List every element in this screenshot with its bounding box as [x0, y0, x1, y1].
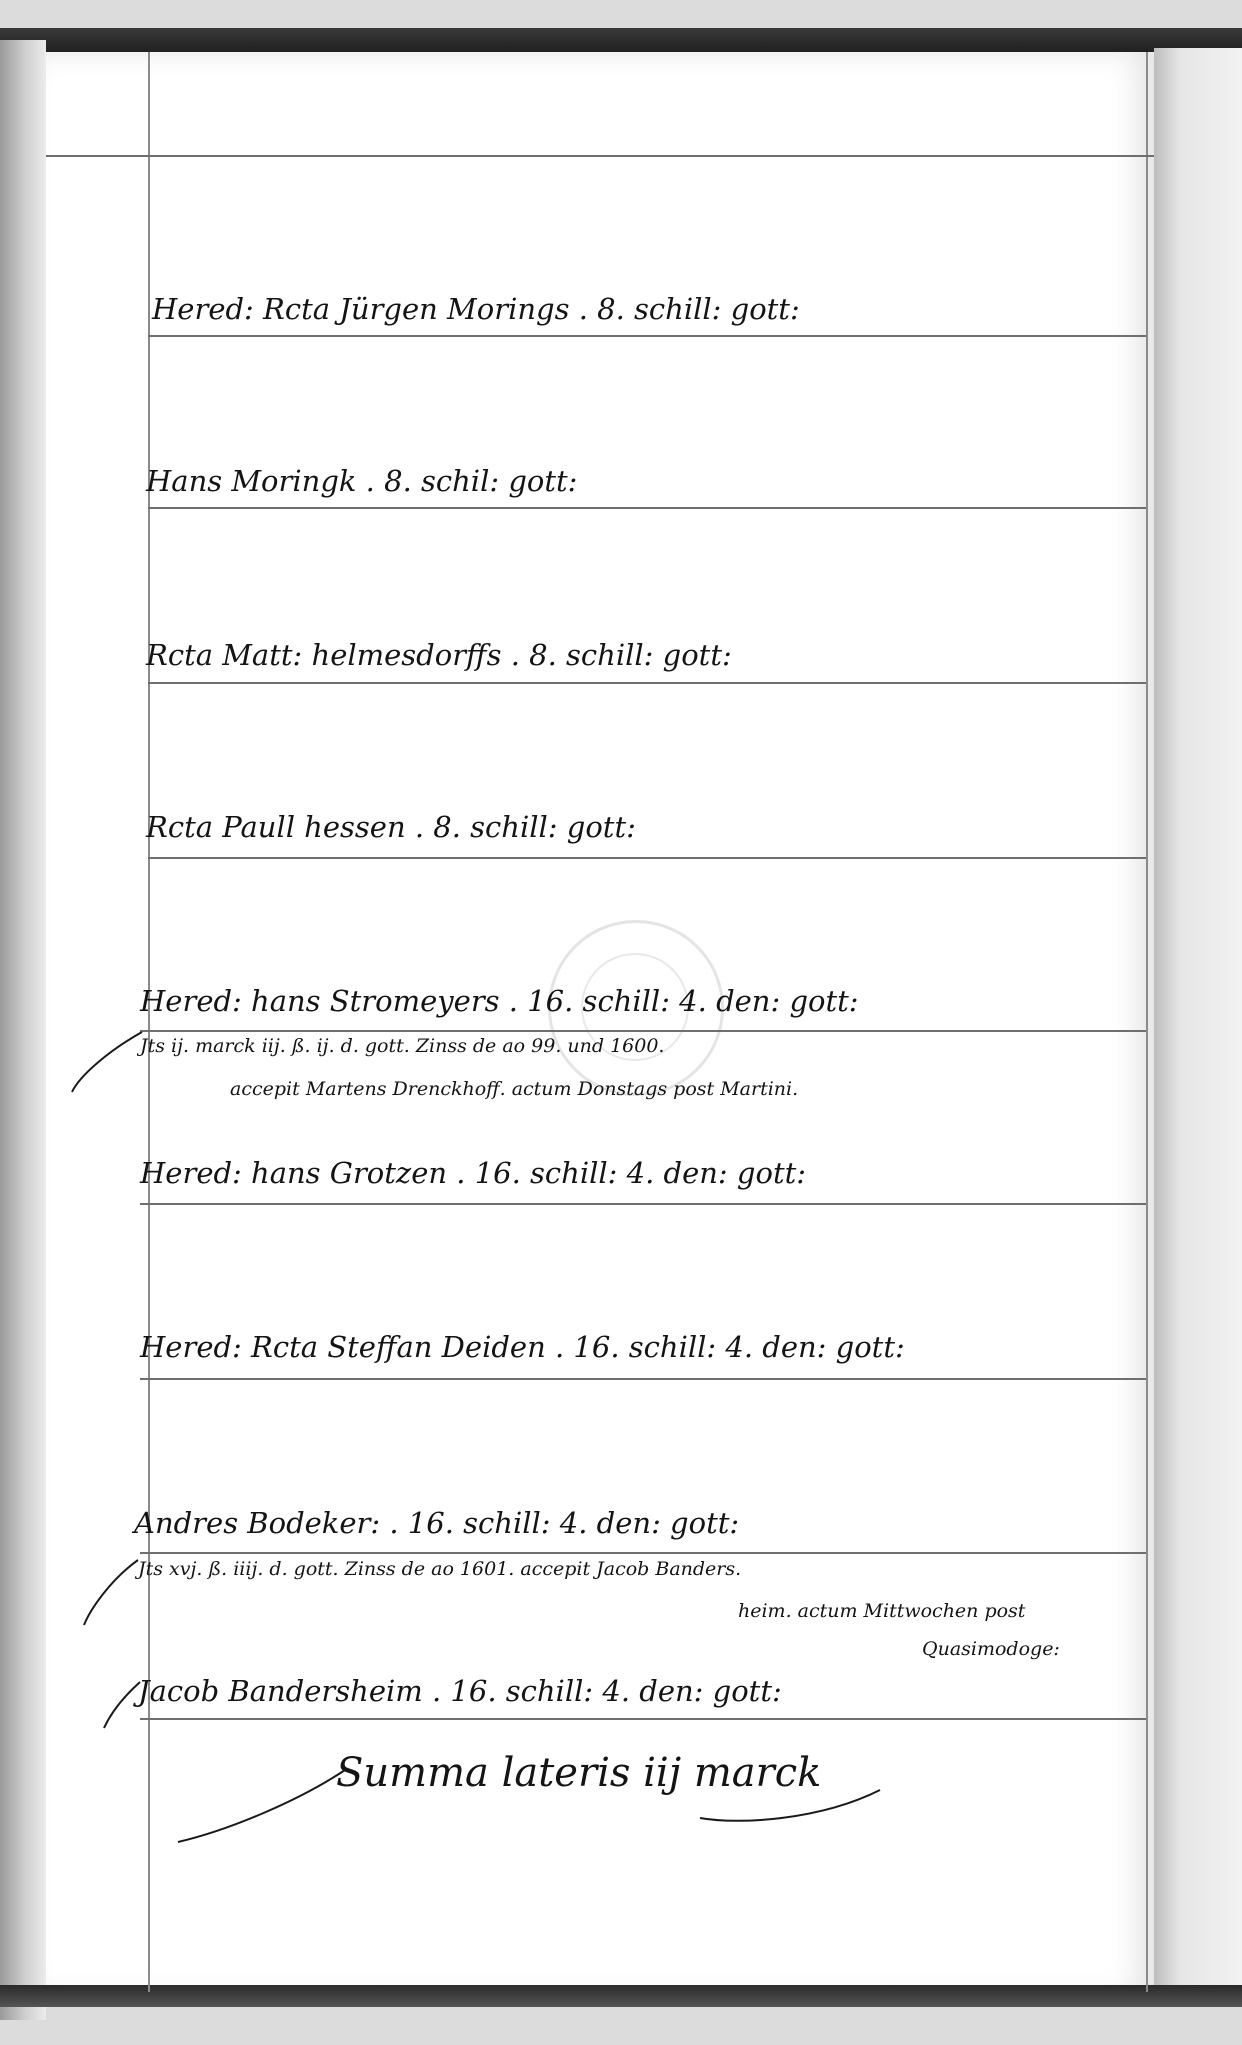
- page-total: Summa lateris iij marck: [336, 1750, 822, 1796]
- receipt-note: heim. actum Mittwochen post: [738, 1600, 1026, 1622]
- ledger-entry: Hered: Rcta Steffan Deiden . 16. schill: 4. den: gott:: [140, 1330, 905, 1364]
- receipt-note: accepit Martens Drenckhoff. actum Donstags post Martini.: [230, 1078, 799, 1100]
- ledger-entry: Andres Bodeker: . 16. schill: 4. den: gott:: [134, 1506, 740, 1540]
- receipt-note: Jts xvj. ß. iiij. d. gott. Zinss de ao 1601. accepit Jacob Banders.: [138, 1558, 742, 1580]
- receipt-note: Jts ij. marck iij. ß. ij. d. gott. Zinss de ao 99. und 1600.: [140, 1035, 665, 1057]
- ledger-entry: Rcta Paull hessen . 8. schill: gott:: [146, 810, 636, 844]
- receipt-note: Quasimodoge:: [922, 1638, 1060, 1660]
- ledger-entry: Hans Moringk . 8. schil: gott:: [146, 464, 578, 498]
- ledger-entry: Jacob Bandersheim . 16. schill: 4. den: gott:: [138, 1674, 782, 1708]
- ledger-entry: Hered: Rcta Jürgen Morings . 8. schill: gott:: [152, 292, 800, 326]
- ledger-entry: Rcta Matt: helmesdorffs . 8. schill: gott:: [146, 638, 732, 672]
- ledger-entry: Hered: hans Stromeyers . 16. schill: 4. den: gott:: [140, 984, 859, 1018]
- ledger-entry: Hered: hans Grotzen . 16. schill: 4. den: gott:: [140, 1156, 807, 1190]
